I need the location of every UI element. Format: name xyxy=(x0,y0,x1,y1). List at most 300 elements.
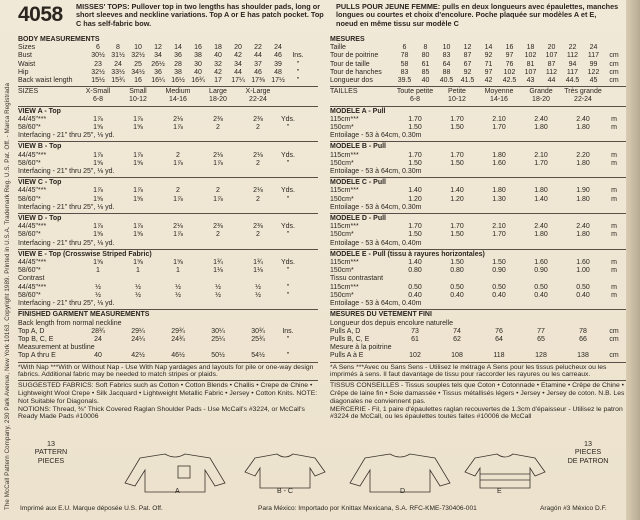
cell: 108 xyxy=(451,352,463,360)
cell: 8 xyxy=(116,44,120,52)
interfacing-note: Entoilage - 53 à 64cm, 0.40m xyxy=(330,239,422,247)
unit: cm xyxy=(609,352,619,360)
cell: 42 xyxy=(484,77,493,85)
view-row xyxy=(18,152,318,160)
cell: 25¼ xyxy=(211,335,225,343)
view-row xyxy=(330,259,626,267)
view-row xyxy=(330,124,626,132)
row-label: 150cm* xyxy=(330,267,354,275)
cell: 64 xyxy=(442,60,451,68)
view-title: VIEW B - Top xyxy=(18,143,62,151)
row-label: 58/60"* xyxy=(18,124,41,132)
view-row xyxy=(18,223,318,231)
finished-row xyxy=(18,352,318,360)
cell: 16¼ xyxy=(151,77,165,85)
view-title: MODELE D - Pull xyxy=(330,215,386,223)
row-label: 44/45"*** xyxy=(18,115,47,123)
cell: 83 xyxy=(400,68,409,76)
cell: 2⅛ xyxy=(173,223,183,231)
row-label: 150cm* xyxy=(330,291,354,299)
measure-row xyxy=(18,69,318,77)
cell: ½ xyxy=(135,291,141,299)
cell: 1⅞ xyxy=(133,223,143,231)
cell: 34 xyxy=(154,52,162,60)
cell: 1.50 xyxy=(450,259,464,267)
cell: 16¾ xyxy=(191,77,205,85)
cell: 62 xyxy=(453,335,461,343)
cell: 92 xyxy=(484,52,493,60)
mesure-row xyxy=(330,52,626,60)
cell: 1.50 xyxy=(408,124,422,132)
cell: 1⅞ xyxy=(173,159,183,167)
unit: " xyxy=(286,195,290,203)
finished-row xyxy=(18,336,318,344)
cell: 2.40 xyxy=(534,115,548,123)
row-label: Top B, C, E xyxy=(18,335,54,343)
view-row xyxy=(18,196,318,204)
cell: 36 xyxy=(154,68,162,76)
cell: 16 xyxy=(505,44,514,52)
mesure-row xyxy=(330,44,626,52)
cell: ½ xyxy=(95,283,101,291)
unit: cm xyxy=(609,77,619,85)
cell: 40 xyxy=(94,352,102,360)
cell: 1.80 xyxy=(576,195,590,203)
unit: m xyxy=(611,187,617,195)
unit: m xyxy=(611,259,617,267)
row-label: 58/60"* xyxy=(18,159,41,167)
unit: m xyxy=(611,124,617,132)
header-english: MISSES' TOPS: Pullover top in two lengths has shoulder pads, long or short sleeves and neckline variations. Top A or E has patch pocket. Top C has self-fabric bow. xyxy=(76,2,324,28)
row-label: Bust xyxy=(18,52,33,60)
finished-row xyxy=(18,328,318,336)
cell: 2 xyxy=(216,231,220,239)
view-row xyxy=(330,152,626,160)
cell: 1.70 xyxy=(492,231,506,239)
en-view-2 xyxy=(18,179,318,212)
cell: 46½ xyxy=(171,352,185,360)
cell: 10-12 xyxy=(129,96,147,104)
unit: " xyxy=(286,283,290,291)
unit: cm xyxy=(609,68,619,76)
cell: 23 xyxy=(94,60,102,68)
unit: m xyxy=(611,231,617,239)
cell: 1.80 xyxy=(576,231,590,239)
row-label: 58/60"* xyxy=(18,291,41,299)
cell: 2⅜ xyxy=(253,223,263,231)
cell: 22-24 xyxy=(574,96,592,104)
cell: 28 xyxy=(174,60,182,68)
cell: 16 xyxy=(134,77,142,85)
cell: 0.40 xyxy=(534,291,548,299)
view-title: VIEW C - Top xyxy=(18,179,62,187)
cell: 25¾ xyxy=(251,335,265,343)
cell: 1.60 xyxy=(576,259,590,267)
view-row xyxy=(330,275,626,283)
cell: 1.90 xyxy=(576,187,590,195)
cell: 1.80 xyxy=(576,124,590,132)
cell: 36 xyxy=(174,52,182,60)
cell: 31½ xyxy=(111,52,125,60)
cell: 42 xyxy=(214,68,222,76)
cell: Toute petite xyxy=(396,88,434,96)
cell: 74 xyxy=(453,327,461,335)
cell: 1.40 xyxy=(408,259,422,267)
cell: 61 xyxy=(411,335,419,343)
cell: 6 xyxy=(402,44,407,52)
cell: 1.70 xyxy=(408,223,422,231)
cell: 30 xyxy=(194,60,202,68)
measure-row xyxy=(18,52,318,60)
cell: Grande xyxy=(529,88,553,96)
cell: 12 xyxy=(154,44,162,52)
cell: 1⅝ xyxy=(93,124,103,132)
cell: 1⅝ xyxy=(133,259,143,267)
cell: 1⅞ xyxy=(173,124,183,132)
unit: " xyxy=(286,231,290,239)
cell: 30½ xyxy=(91,52,105,60)
cell: 24¼ xyxy=(131,335,145,343)
cell: 1 xyxy=(176,267,180,275)
row-label: Tour de hanches xyxy=(330,68,382,76)
divider xyxy=(18,249,318,250)
cell: 2 xyxy=(256,195,260,203)
cell: 42½ xyxy=(131,352,145,360)
finished-row-fr xyxy=(330,352,626,360)
cell: 118 xyxy=(493,352,505,360)
cell: 2⅜ xyxy=(253,115,263,123)
cell: 128 xyxy=(535,352,547,360)
cell: 2.10 xyxy=(492,223,506,231)
cell: 2.10 xyxy=(534,151,548,159)
cell: 0.40 xyxy=(408,291,422,299)
unit: m xyxy=(611,267,617,275)
row-label: 58/60"* xyxy=(18,195,41,203)
cell: 61 xyxy=(421,60,430,68)
cell: 22-24 xyxy=(249,96,267,104)
cell: 22 xyxy=(568,44,577,52)
interfacing-note: Interfacing - 21" thru 25", ⅛ yd. xyxy=(18,168,115,176)
cell: 2.40 xyxy=(576,115,590,123)
cell: 24 xyxy=(94,335,102,343)
cell: 1.40 xyxy=(450,187,464,195)
view-row xyxy=(330,116,626,124)
cell: X-Large xyxy=(245,88,271,96)
taille-ranges-row xyxy=(330,96,626,104)
row-label: 115cm*** xyxy=(330,259,359,267)
cell: Small xyxy=(129,88,147,96)
cell: 1.80 xyxy=(492,187,506,195)
cell: 2⅛ xyxy=(253,151,263,159)
cell: 1⅝ xyxy=(133,159,143,167)
cell: 54½ xyxy=(251,352,265,360)
cell: 24¾ xyxy=(171,335,185,343)
view-row xyxy=(18,267,318,275)
cell: 97 xyxy=(484,68,493,76)
cell: 1.80 xyxy=(576,159,590,167)
cell: 1 xyxy=(96,267,100,275)
nap-note-en: *With Nap ***With or Without Nap - Use With Nap yardages and layouts for pile or one-way design fabrics. Additional fabric may be needed to match stripes or plaids. xyxy=(18,363,314,379)
cell: 0.90 xyxy=(492,267,506,275)
cell: 15¾ xyxy=(111,77,125,85)
fr-view-3 xyxy=(330,215,626,248)
notions-fr: MERCERIE - Fil, 1 paire d'épaulettes raglan recouvertes de 1.3cm d'épaisseur - Utilisez le patron #3224 de McCall, ou les épaulettes toutes faites #10006 de McCall xyxy=(330,405,623,421)
cell: 65 xyxy=(537,335,545,343)
unit: Yds. xyxy=(280,187,295,195)
cell: 107 xyxy=(545,52,558,60)
cell: 1⅝ xyxy=(133,231,143,239)
unit: Yds. xyxy=(280,115,295,123)
cell: 1⅝ xyxy=(93,259,103,267)
cell: 1⅝ xyxy=(93,231,103,239)
divider xyxy=(330,141,626,142)
cell: 0.40 xyxy=(492,291,506,299)
cell: ½ xyxy=(255,283,261,291)
size-ranges-row xyxy=(18,96,318,104)
cell: 1.70 xyxy=(492,124,506,132)
cell: 1.80 xyxy=(534,231,548,239)
view-row xyxy=(330,187,626,195)
view-title: MODELE E - Pull (tissu à rayures horizontales) xyxy=(330,250,485,258)
mesure-row xyxy=(330,61,626,69)
unit: m xyxy=(611,291,617,299)
cell: 18 xyxy=(214,44,222,52)
row-label: 115cm*** xyxy=(330,187,359,195)
cell: 42.5 xyxy=(502,77,517,85)
cell: 2.40 xyxy=(534,223,548,231)
cell: 1.80 xyxy=(492,151,506,159)
cell: 34½ xyxy=(131,68,145,76)
cell: 102 xyxy=(409,352,421,360)
english-column xyxy=(18,36,318,421)
cell: Large xyxy=(209,88,227,96)
unit: " xyxy=(286,159,290,167)
cell: ½ xyxy=(175,283,181,291)
cell: 15½ xyxy=(91,77,105,85)
divider xyxy=(330,380,626,381)
view-row xyxy=(330,292,626,300)
interfacing-note: Interfacing - 21" thru 25", ⅛ yd. xyxy=(18,239,115,247)
cell: 39.5 xyxy=(397,77,412,85)
cell: 66 xyxy=(579,335,587,343)
cell: 77 xyxy=(537,327,545,335)
measure-row xyxy=(18,61,318,69)
cell: 97 xyxy=(505,52,514,60)
interfacing-note: Entoilage - 53 à 64cm, 0.30m xyxy=(330,132,422,140)
unit: Ins. xyxy=(292,52,304,60)
sketch-label-a: A xyxy=(175,488,180,495)
cell: 17⅜ xyxy=(251,77,265,85)
cell: 40 xyxy=(194,68,202,76)
cell: 1⅛ xyxy=(213,267,223,275)
cell: 0.50 xyxy=(534,283,548,291)
unit: Yds. xyxy=(280,259,295,267)
cell: 87 xyxy=(463,52,472,60)
mesure-row xyxy=(330,77,626,85)
divider xyxy=(330,249,626,250)
cell: 2 xyxy=(256,124,260,132)
cell: ½ xyxy=(255,291,261,299)
cell: 10-12 xyxy=(448,96,466,104)
cell: 1.20 xyxy=(450,195,464,203)
divider xyxy=(330,86,626,87)
view-title: VIEW E - Top (Crosswise Striped Fabric) xyxy=(18,250,152,258)
row-label: 150cm* xyxy=(330,231,354,239)
cell: 2.20 xyxy=(576,151,590,159)
fr-view-2 xyxy=(330,179,626,212)
cell: 6-8 xyxy=(92,96,104,104)
cell: 122 xyxy=(587,68,600,76)
cell: 81 xyxy=(526,60,535,68)
row-label: Pulls B, C, E xyxy=(330,335,370,343)
unit: " xyxy=(286,335,290,343)
en-view-3 xyxy=(18,215,318,248)
cell: ½ xyxy=(135,283,141,291)
cell: 18 xyxy=(526,44,535,52)
cell: 78 xyxy=(579,327,587,335)
unit: " xyxy=(286,291,290,299)
cell: 1⅛ xyxy=(253,267,263,275)
cell: 83 xyxy=(442,52,451,60)
pattern-pieces-count-en: 13 PATTERN PIECES xyxy=(34,439,68,465)
cell: Petite xyxy=(448,88,466,96)
cell: 1⅞ xyxy=(213,195,223,203)
cell: 41.5 xyxy=(460,77,475,85)
cell: 1.80 xyxy=(534,124,548,132)
row-label: 44/45"*** xyxy=(18,151,47,159)
cell: 20 xyxy=(234,44,242,52)
divider xyxy=(330,213,626,214)
suggested-fabrics-en: SUGGESTED FABRICS: Soft Fabrics such as Cotton • Cotton Blends • Challis • Crepe de Chine • Lightweight Wool Crepe • Silk Jacquard • Lightweight Metallic Fabric • Jersey • Cotton Knits. NOTE: Not Suitable for Diagonals. xyxy=(18,382,318,405)
divider xyxy=(330,362,626,363)
cell: 1⅝ xyxy=(133,195,143,203)
cell: 1¾ xyxy=(253,259,263,267)
cell: 6 xyxy=(96,44,100,52)
en-view-0 xyxy=(18,108,318,141)
cell: 0.50 xyxy=(450,283,464,291)
cell: 0.40 xyxy=(576,291,590,299)
cell: 33½ xyxy=(111,68,125,76)
cell: 102 xyxy=(524,52,537,60)
cell: 16 xyxy=(194,44,202,52)
cell: 8 xyxy=(423,44,428,52)
cell: 67 xyxy=(463,60,472,68)
cell: 44 xyxy=(547,77,556,85)
cell: 50½ xyxy=(211,352,225,360)
cell: 10 xyxy=(134,44,142,52)
mesures-title: MESURES xyxy=(330,36,365,43)
row-label: Tour de poitrine xyxy=(330,52,379,60)
view-row xyxy=(330,267,626,275)
unit: cm xyxy=(609,327,619,335)
cell: 1.40 xyxy=(408,187,422,195)
cell: 87 xyxy=(547,60,556,68)
cell: Très grande xyxy=(564,88,602,96)
unit: Ins. xyxy=(282,327,294,335)
unit: m xyxy=(611,115,617,123)
cell: 45 xyxy=(589,77,598,85)
divider xyxy=(18,86,318,87)
cell: 1⅞ xyxy=(173,231,183,239)
cell: 43 xyxy=(526,77,535,85)
view-row xyxy=(330,223,626,231)
finished-row-fr xyxy=(330,336,626,344)
cell: 99 xyxy=(589,60,598,68)
row-label: 44/45"*** xyxy=(18,283,47,291)
cell: 18-20 xyxy=(209,96,227,104)
cell: 46 xyxy=(274,52,282,60)
cell: 1⅞ xyxy=(213,159,223,167)
row-label: Top A, D xyxy=(18,327,45,335)
cell: 24 xyxy=(589,44,598,52)
mesure-row xyxy=(330,69,626,77)
row-label: Top A thru E xyxy=(18,352,56,360)
cell: 14 xyxy=(484,44,493,52)
pattern-pieces-count-fr: 13 PIECES DE PATRON xyxy=(567,439,609,465)
row-label: 115cm*** xyxy=(330,223,359,231)
cell: 40 xyxy=(421,77,430,85)
row-label: 44/45"*** xyxy=(18,259,47,267)
cell: 2⅜ xyxy=(213,115,223,123)
cell: 16½ xyxy=(171,77,185,85)
view-title: VIEW A - Top xyxy=(18,107,61,115)
row-label: Tour de taille xyxy=(330,60,370,68)
cell: 0.90 xyxy=(534,267,548,275)
cell: 1⅞ xyxy=(93,115,103,123)
interfacing-note: Interfacing - 21" thru 25", ⅛ yd. xyxy=(18,300,115,308)
cell: 32½ xyxy=(131,52,145,60)
cell: 2 xyxy=(176,151,180,159)
body-measurements-title: BODY MEASUREMENTS xyxy=(18,36,100,43)
pattern-number: 4058 xyxy=(18,3,63,26)
cell: 42 xyxy=(234,52,242,60)
unit: m xyxy=(611,159,617,167)
taille-names-row xyxy=(330,88,626,96)
row-label: 115cm*** xyxy=(330,151,359,159)
cell: 92 xyxy=(463,68,472,76)
cell: 46 xyxy=(254,68,262,76)
cell: 1⅞ xyxy=(93,151,103,159)
unit: " xyxy=(296,60,300,68)
cell: 1⅞ xyxy=(133,115,143,123)
cell: 1.60 xyxy=(492,159,506,167)
view-title: MODELE A - Pull xyxy=(330,107,386,115)
cell: 17½ xyxy=(271,77,285,85)
notions-en: NOTIONS: Thread, ⅜" Thick Covered Raglan Shoulder Pads - Use McCall's #3224, or McCall's Ready Made Pads #10006 xyxy=(18,405,305,421)
divider xyxy=(18,213,318,214)
row-label: SIZES xyxy=(18,88,39,96)
sizes-row xyxy=(18,44,318,52)
cell: 40.5 xyxy=(439,77,454,85)
finished-sub: Back length from normal neckline xyxy=(18,319,122,327)
cell: 1.70 xyxy=(408,115,422,123)
cell: 71 xyxy=(484,60,493,68)
cell: 38 xyxy=(174,68,182,76)
measure-row xyxy=(18,77,318,85)
cell: 17¼ xyxy=(231,77,245,85)
cell: 94 xyxy=(568,60,577,68)
unit: " xyxy=(286,124,290,132)
finished-title-fr: MESURES DU VETEMENT FINI xyxy=(330,311,432,319)
garment-sketch-e xyxy=(455,448,555,498)
suggested-fabrics-fr: TISSUS CONSEILLES - Tissus souples tels que Coton • Cotonnade • Etamine • Crêpe de Chine • Crêpe de laine fin • Soie damassée • Tissus métallisés légers • Jersey • Jersey de coton. N.B. Les diagonales ne conviennent pas. xyxy=(330,382,625,405)
cell: 30¼ xyxy=(211,327,225,335)
interfacing-note: Interfacing - 21" thru 25", ⅛ yd. xyxy=(18,203,115,211)
interfacing-note: Interfacing - 21" thru 25", ⅛ yd. xyxy=(18,132,115,140)
cell: 29¼ xyxy=(131,327,145,335)
divider xyxy=(330,106,626,107)
cell: 2 xyxy=(216,124,220,132)
